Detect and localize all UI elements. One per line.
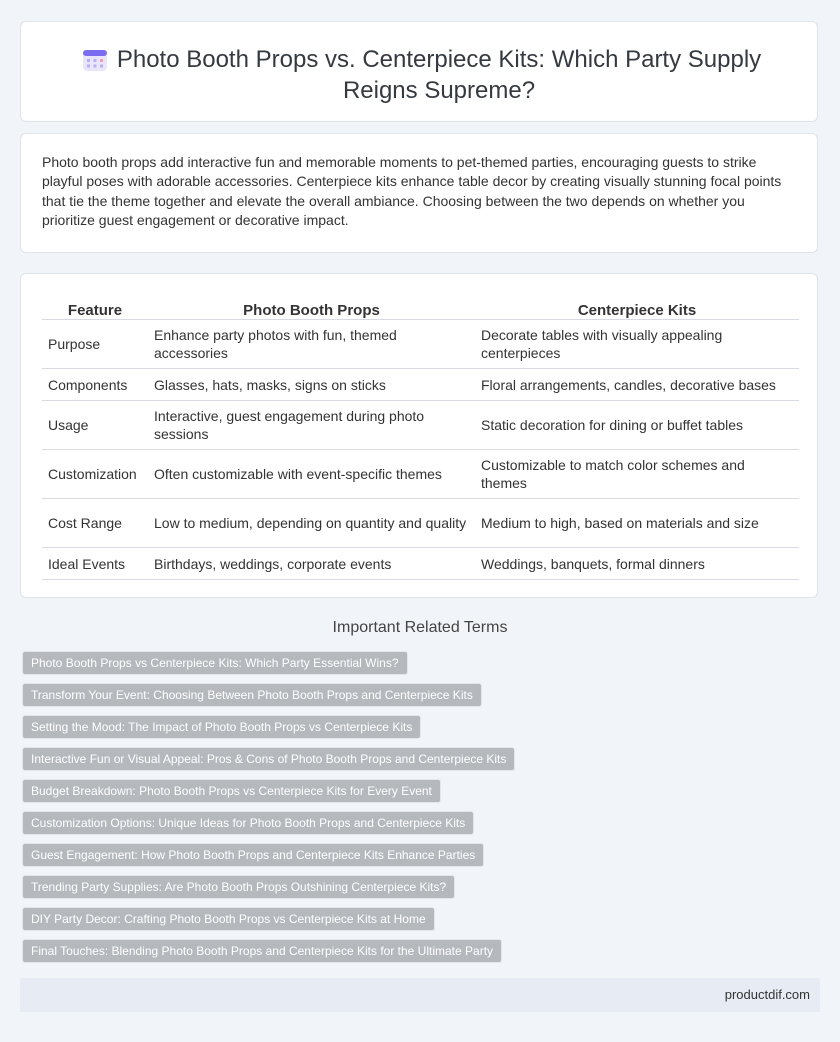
table-row (42, 499, 799, 548)
feature-cell: Cost Range (42, 499, 148, 548)
table-row (42, 548, 799, 580)
centerpiece-cell: Customizable to match color schemes and themes (475, 450, 799, 499)
table-row (42, 401, 799, 450)
centerpiece-cell: Decorate tables with visually appealing centerpieces (475, 320, 799, 369)
feature-cell: Usage (42, 401, 148, 450)
intro-paragraph: Photo booth props add interactive fun and memorable moments to pet-themed parties, encouraging guests to strike playful poses with adorable accessories. Centerpiece kits enhance table decor by creating visually stunning focal points that tie the theme together and elevate the overall ambiance. Choosing between the two depends on whether you prioritize guest engagement or decorative impact. (42, 154, 782, 229)
feature-cell: Purpose (42, 320, 148, 369)
page-title: Photo Booth Props vs. Centerpiece Kits: Which Party Supply Reigns Supreme? (116, 46, 762, 104)
comparison-card (20, 273, 818, 598)
footer (20, 978, 820, 1012)
centerpiece-cell: Static decoration for dining or buffet tables (475, 401, 799, 450)
table-header-row (42, 294, 799, 320)
photo-booth-cell: Glasses, hats, masks, signs on sticks (148, 369, 475, 401)
related-term-link[interactable]: Trending Party Supplies: Are Photo Booth Props Outshining Centerpiece Kits? (23, 876, 454, 898)
feature-cell: Ideal Events (42, 548, 148, 580)
header-centerpiece-kits: Centerpiece Kits (475, 294, 799, 320)
feature-cell: Components (42, 369, 148, 401)
photo-booth-cell: Low to medium, depending on quantity and quality (148, 499, 475, 548)
related-term-link[interactable]: Interactive Fun or Visual Appeal: Pros & Cons of Photo Booth Props and Centerpiece Kits (23, 748, 514, 770)
centerpiece-cell: Medium to high, based on materials and size (475, 499, 799, 548)
footer-site-link[interactable]: productdif.com (724, 987, 810, 1002)
related-terms-list (23, 652, 813, 972)
centerpiece-cell: Weddings, banquets, formal dinners (475, 548, 799, 580)
feature-cell: Customization (42, 450, 148, 499)
header-photo-booth-props: Photo Booth Props (148, 294, 475, 320)
intro-card (20, 133, 818, 253)
related-term-link[interactable]: Final Touches: Blending Photo Booth Props and Centerpiece Kits for the Ultimate Party (23, 940, 501, 962)
related-term-link[interactable]: Budget Breakdown: Photo Booth Props vs Centerpiece Kits for Every Event (23, 780, 440, 802)
related-terms-heading: Important Related Terms (332, 619, 508, 636)
photo-booth-cell: Often customizable with event-specific themes (148, 450, 475, 499)
related-term-link[interactable]: Setting the Mood: The Impact of Photo Booth Props vs Centerpiece Kits (23, 716, 420, 738)
table-row (42, 369, 799, 401)
centerpiece-cell: Floral arrangements, candles, decorative bases (475, 369, 799, 401)
related-term-link[interactable]: Customization Options: Unique Ideas for Photo Booth Props and Centerpiece Kits (23, 812, 473, 834)
table-row (42, 450, 799, 499)
related-term-link[interactable]: Photo Booth Props vs Centerpiece Kits: Which Party Essential Wins? (23, 652, 407, 674)
comparison-table (42, 294, 799, 580)
header-feature: Feature (42, 294, 148, 320)
related-term-link[interactable]: DIY Party Decor: Crafting Photo Booth Props vs Centerpiece Kits at Home (23, 908, 434, 930)
related-term-link[interactable]: Guest Engagement: How Photo Booth Props and Centerpiece Kits Enhance Parties (23, 844, 483, 866)
photo-booth-cell: Birthdays, weddings, corporate events (148, 548, 475, 580)
related-term-link[interactable]: Transform Your Event: Choosing Between Photo Booth Props and Centerpiece Kits (23, 684, 481, 706)
title-card (20, 21, 818, 122)
table-row (42, 320, 799, 369)
photo-booth-cell: Interactive, guest engagement during photo sessions (148, 401, 475, 450)
photo-booth-cell: Enhance party photos with fun, themed accessories (148, 320, 475, 369)
